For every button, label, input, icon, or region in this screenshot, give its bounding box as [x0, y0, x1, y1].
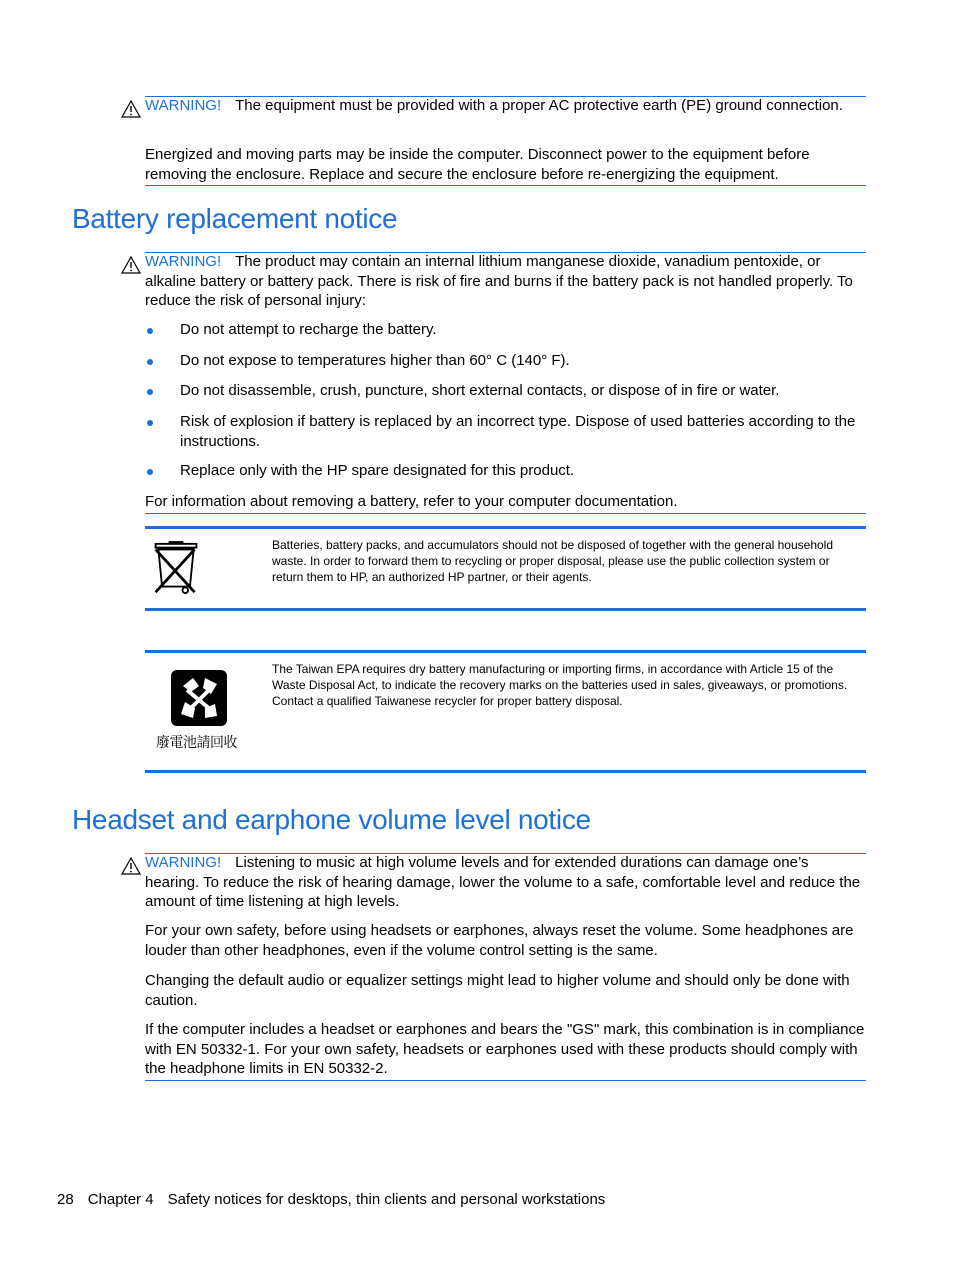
warning-paragraph	[145, 853, 866, 912]
warning-triangle-icon	[121, 100, 141, 118]
bullet-icon	[147, 420, 153, 426]
page-footer	[57, 1191, 619, 1208]
recycle-mark-icon	[169, 668, 229, 728]
warning-label: WARNING!	[145, 854, 222, 871]
notice-box-taiwan-epa	[145, 650, 866, 775]
list-item	[145, 461, 866, 481]
warning-text: Listening to music at high volume levels and for extended durations can damage one’s hearing. To reduce the risk of hearing damage, lower the volume to a safe, comfortable level and reduce the amount of time listening at high levels.	[145, 854, 861, 910]
list-item	[145, 381, 866, 412]
recycle-mark-caption: 廢電池請回收	[156, 735, 237, 751]
notice-text: The Taiwan EPA requires dry battery manufacturing or importing firms, in accordance with Article 15 of the Waste Disposal Act, to indicate the recovery marks on the batteries used in sales, giveaways, or promotions. Contact a qualified Taiwanese recycler for proper battery disposal.	[272, 662, 848, 708]
warning-label: WARNING!	[145, 97, 222, 114]
warning-paragraph	[145, 96, 866, 116]
warning-triangle-icon	[121, 857, 141, 875]
divider	[145, 608, 866, 611]
bullet-icon	[147, 469, 153, 475]
headset-paragraph-4: If the computer includes a headset or earphones and bears the "GS" mark, this combination is in compliance with EN 50332-1. For your own safety, headsets or earphones used with these products should comply with the headphone limits in EN 50332-2.	[145, 1021, 865, 1077]
list-item-text: Risk of explosion if battery is replaced by an incorrect type. Dispose of used batteries according to the instructions.	[180, 413, 856, 450]
bullet-icon	[147, 359, 153, 365]
warning-text: The product may contain an internal lithium manganese dioxide, vanadium pentoxide, or alkaline battery or battery pack. There is risk of fire and burns if the battery pack is not handled properly. To reduce the risk of personal injury:	[145, 253, 853, 309]
list-item	[145, 412, 866, 461]
divider	[145, 770, 866, 773]
warning-paragraph	[145, 252, 866, 311]
warning-triangle-icon	[121, 256, 141, 274]
crossed-out-bin-icon	[150, 538, 202, 598]
list-item-text: Do not disassemble, crush, puncture, short external contacts, or dispose of in fire or water.	[180, 382, 780, 399]
divider	[145, 513, 866, 514]
notice-text: Batteries, battery packs, and accumulators should not be disposed of together with the general household waste. In order to forward them to recycling or proper disposal, please use the public collection system or return them to HP, an authorized HP partner, or their agents.	[272, 538, 834, 584]
section-heading-headset: Headset and earphone volume level notice	[72, 804, 591, 835]
bullet-icon	[147, 389, 153, 395]
list-item	[145, 320, 866, 351]
chapter-title: Safety notices for desktops, thin clients and personal workstations	[167, 1191, 606, 1208]
divider	[145, 650, 866, 653]
list-item-text: Do not attempt to recharge the battery.	[180, 321, 437, 338]
headset-paragraph-2: For your own safety, before using headsets or earphones, always reset the volume. Some headphones are louder than other headphones, even if the volume control setting is the same.	[145, 922, 854, 959]
warning-text: The equipment must be provided with a proper AC protective earth (PE) ground connection.	[235, 97, 843, 114]
divider	[145, 1080, 866, 1081]
chapter-label: Chapter 4	[87, 1191, 154, 1208]
bullet-icon	[147, 328, 153, 334]
warning-label: WARNING!	[145, 253, 222, 270]
headset-paragraph-3: Changing the default audio or equalizer settings might lead to higher volume and should only be done with caution.	[145, 972, 850, 1009]
divider	[145, 185, 866, 186]
list-item	[145, 351, 866, 381]
notice-box-disposal	[145, 526, 866, 612]
list-item-text: Replace only with the HP spare designated for this product.	[180, 462, 575, 479]
battery-precautions-list	[145, 320, 866, 481]
divider	[145, 526, 866, 529]
list-item-text: Do not expose to temperatures higher than 60° C (140° F).	[180, 352, 570, 369]
page-number: 28	[57, 1191, 74, 1208]
section-heading-battery: Battery replacement notice	[72, 203, 398, 234]
battery-info-paragraph: For information about removing a battery, refer to your computer documentation.	[145, 493, 678, 510]
energized-paragraph: Energized and moving parts may be inside the computer. Disconnect power to the equipment before removing the enclosure. Replace and secure the enclosure before re-energizing the equipment.	[145, 146, 810, 183]
